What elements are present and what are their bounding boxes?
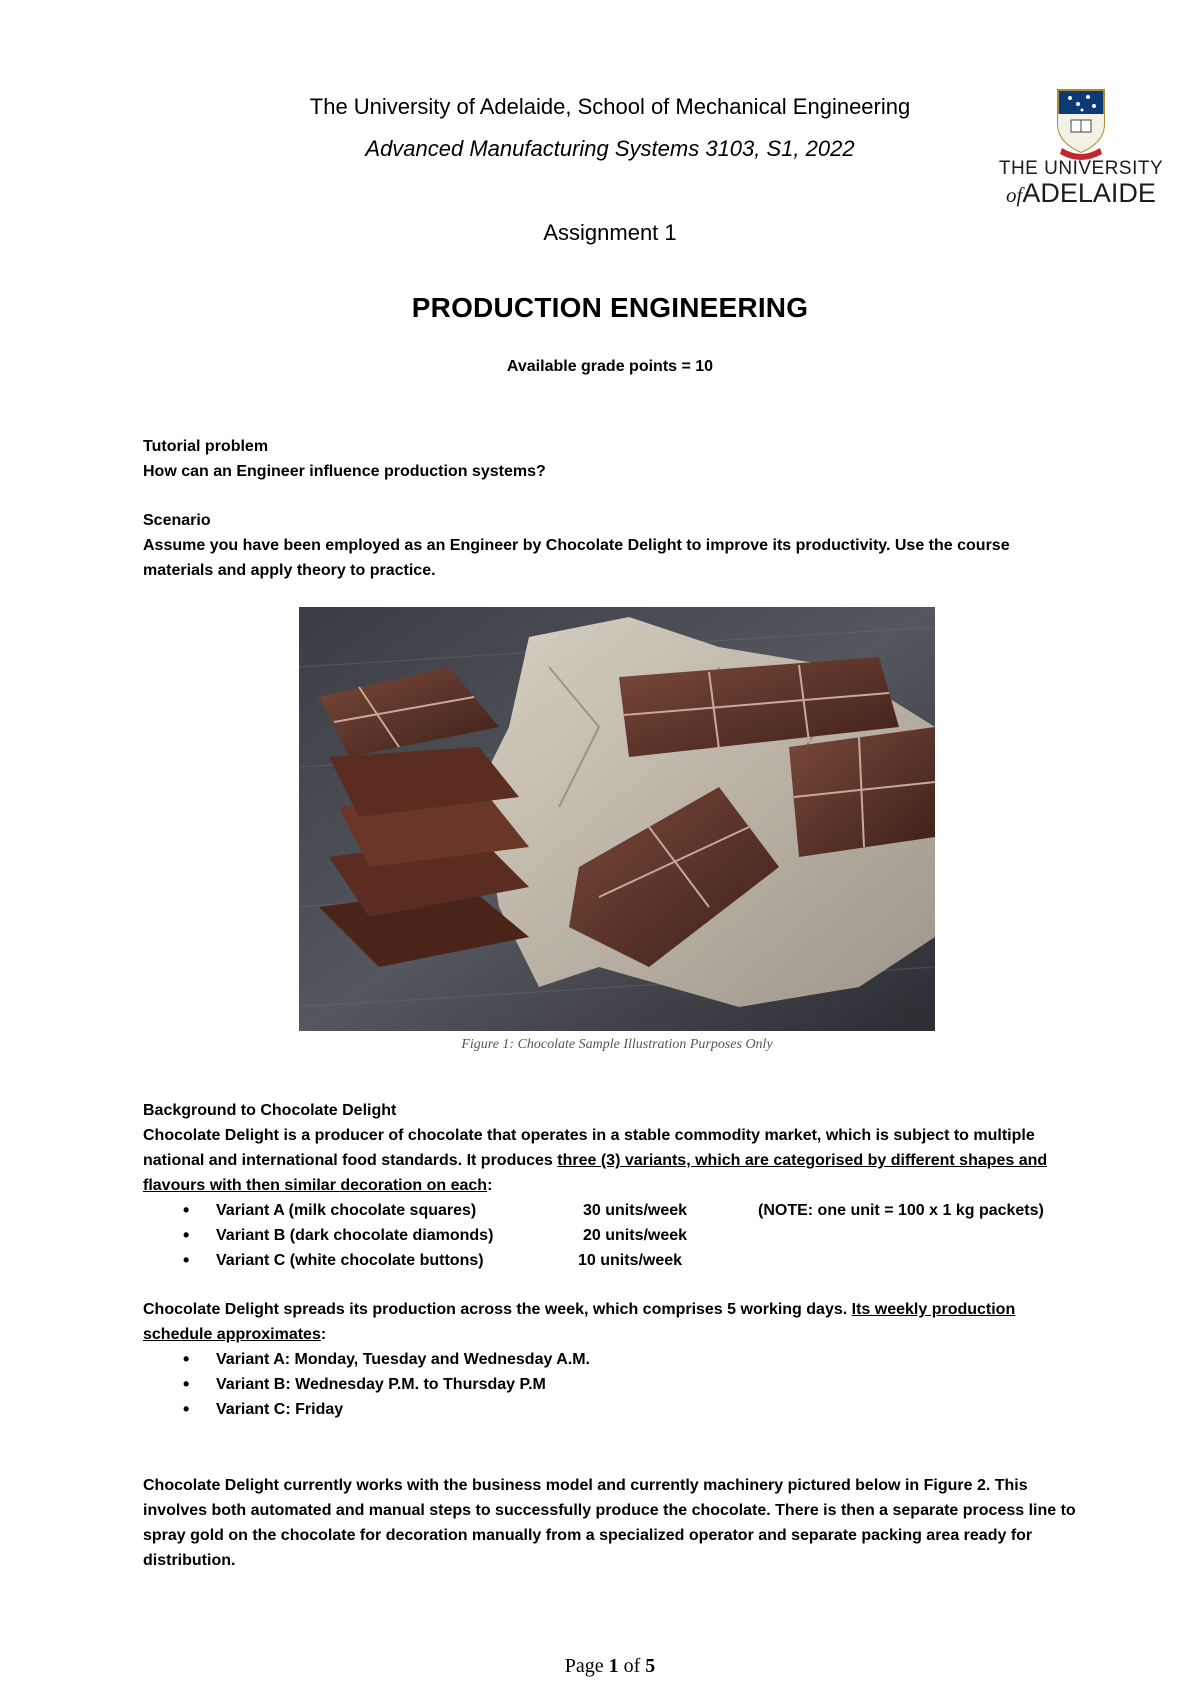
schedule-text-underlined: Its weekly production schedule approximates [143,1301,1016,1343]
schedule-list [143,1347,1083,1422]
schedule-text [143,1297,1083,1347]
footer-page-number: 1 [608,1655,619,1677]
background-text-underlined: three (3) variants, which are categorised by different shapes and flavours with then similar decoration on each [143,1152,1048,1194]
list-item: • Variant A: Monday, Tuesday and Wednesday A.M. [143,1347,1083,1372]
background-text-pre: Chocolate Delight is a producer of chocolate that operates in a stable commodity market, which is subject to multiple national and international food standards. It produces [143,1127,1035,1169]
footer-of-word: of [623,1655,641,1677]
logo-text-adelaide-word: ADELAIDE [1022,178,1156,208]
background-heading: Background to Chocolate Delight [143,1102,397,1119]
variant-name: Variant A (milk chocolate squares) [216,1202,477,1219]
schedule-text-post: : [320,1326,327,1343]
tutorial-question: How can an Engineer influence production systems? [143,463,546,480]
page-title: PRODUCTION ENGINEERING [411,292,809,323]
current-section [143,1473,1083,1573]
variant-note: (NOTE: one unit = 100 x 1 kg packets) [758,1202,1044,1219]
logo-text-university: THE UNIVERSITY [998,158,1164,179]
list-item [143,1248,1083,1273]
scenario-section [143,508,1083,583]
page-footer [150,1655,1070,1678]
background-text-post: : [487,1177,493,1194]
chocolate-photo [299,607,935,1031]
list-item: • Variant C: Friday [143,1397,1083,1422]
footer-page-word: Page [564,1655,604,1677]
assignment-number: Assignment 1 [543,220,677,245]
list-item [143,1198,1083,1223]
variant-qty: 30 units/week [583,1202,688,1219]
variant-name: Variant C (white chocolate buttons) [216,1252,484,1269]
scenario-heading: Scenario [143,512,211,529]
grade-points: Available grade points = 10 [506,358,714,375]
current-text: Chocolate Delight currently works with the business model and currently machinery pictured below in Figure 2. This involves both automated and manual steps to successfully produce the chocolate. There is then a separate process line to spray gold on the chocolate for decoration manually from a specialized operator and separate packing area ready for distribution. [143,1477,1076,1569]
schedule-text-pre: Chocolate Delight spreads its production across the week, which comprises 5 working days. [143,1301,852,1318]
logo-text-adelaide [998,178,1164,209]
list-item: • Variant B: Wednesday P.M. to Thursday P.M [143,1372,1083,1397]
scenario-text: Assume you have been employed as an Engineer by Chocolate Delight to improve its productivity. Use the course materials and apply theory to practice. [143,537,1010,579]
tutorial-heading: Tutorial problem [143,438,269,455]
footer-page-total: 5 [645,1655,656,1677]
list-item [143,1223,1083,1248]
header-institution: The University of Adelaide, School of Mechanical Engineering [309,94,911,119]
variant-list [143,1198,1083,1273]
tutorial-section [143,434,1083,484]
header-course: Advanced Manufacturing Systems 3103, S1, 2022 [365,136,855,161]
schedule-section [143,1297,1083,1422]
variant-qty: 10 units/week [578,1252,683,1269]
background-section [143,1098,1083,1273]
figure-caption: Figure 1: Chocolate Sample Illustration Purposes Only [461,1037,773,1052]
background-text [143,1123,1083,1198]
variant-name: Variant B (dark chocolate diamonds) [216,1227,494,1244]
variant-qty: 20 units/week [583,1227,688,1244]
logo-text-of: of [1006,183,1023,207]
